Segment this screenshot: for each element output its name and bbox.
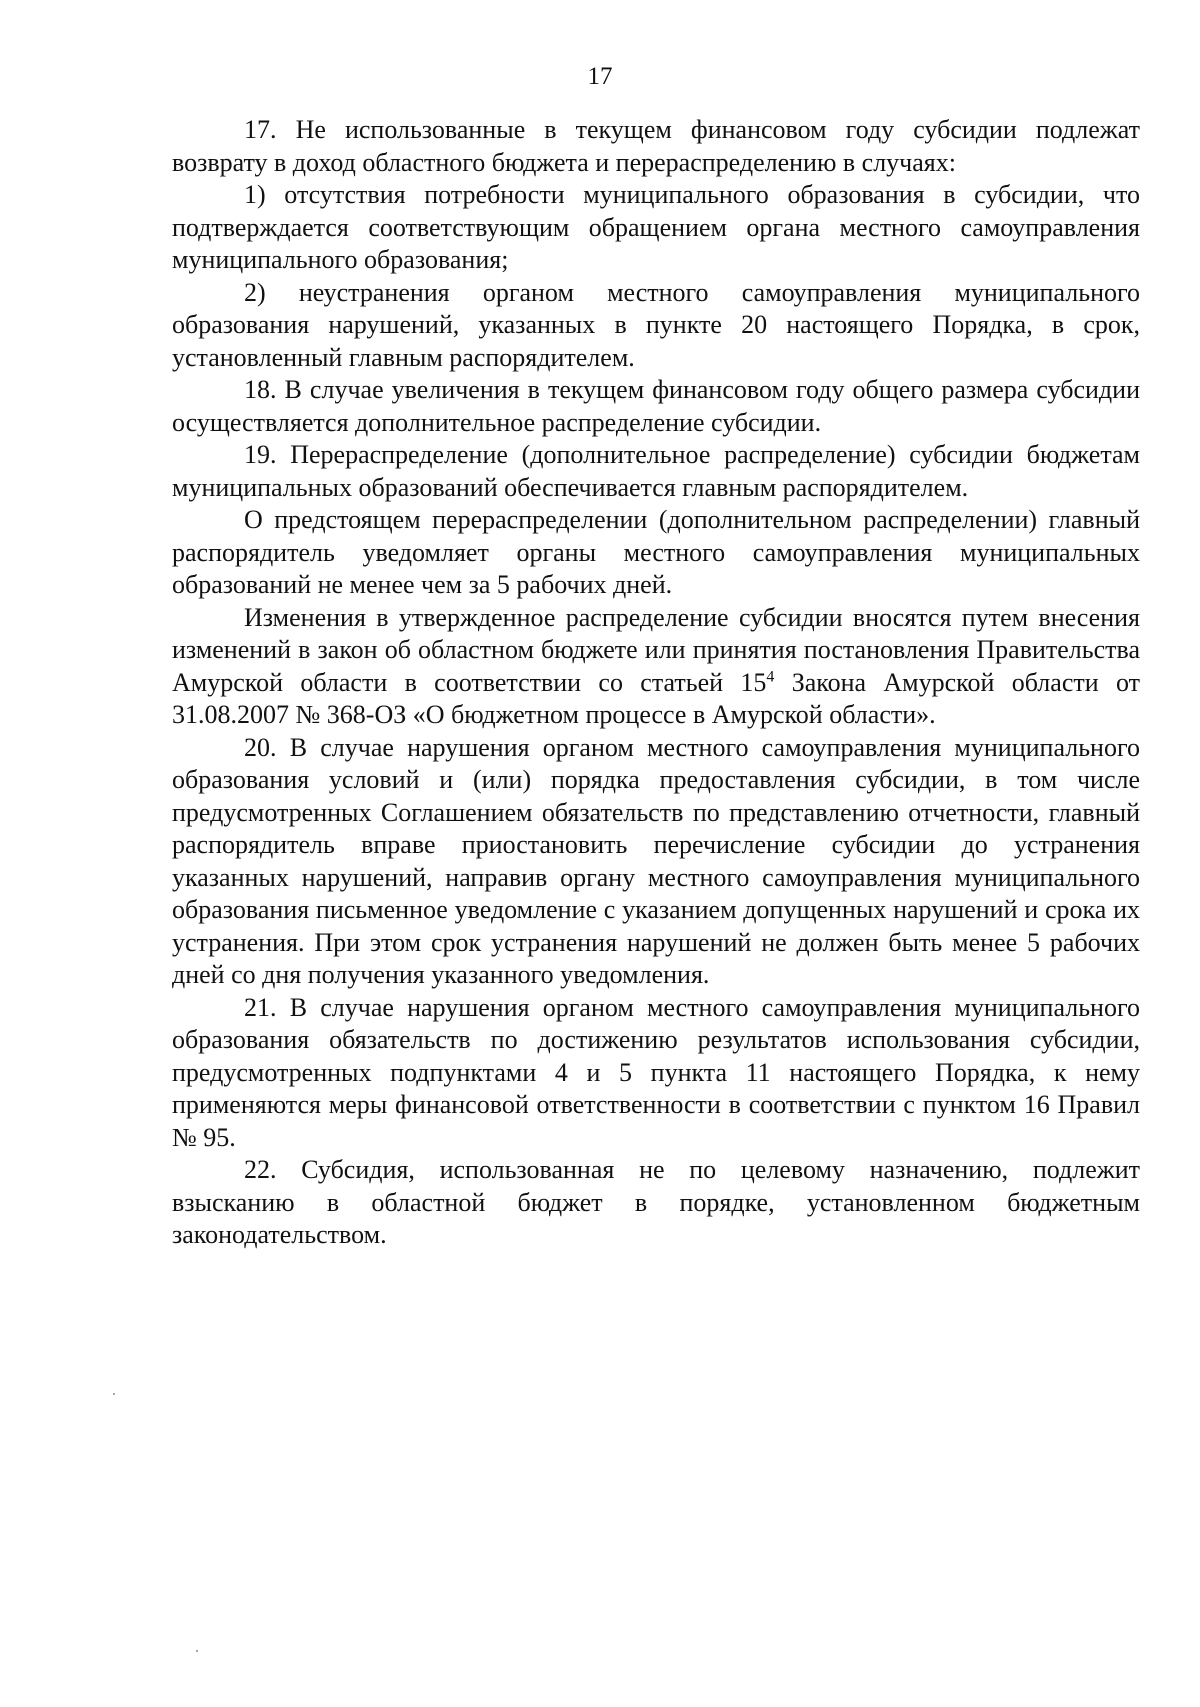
- paragraph-19-changes: [172, 602, 1140, 732]
- paragraph-17: 17. Не использованные в текущем финансовом году субсидии подлежат возврату в доход областного бюджета и перераспределению в случаях:: [172, 115, 1140, 177]
- paragraph-19-changes-text-2: Закона Амурской области от 31.08.2007 № 368-ОЗ «О бюджетном процессе в Амурской области».: [172, 667, 1140, 729]
- paragraph-19-notice: О предстоящем перераспределении (дополнительном распределении) главный распорядитель уведомляет органы местного самоуправления муниципальных образований не менее чем за 5 рабочих дней.: [172, 505, 1140, 599]
- paragraph-17-item-1: 1) отсутствия потребности муниципального образования в субсидии, что подтверждается соответствующим обращением органа местного самоуправления муниципального образования;: [172, 180, 1140, 274]
- paragraph-17-item-2: 2) неустранения органом местного самоуправления муниципального образования нарушений, указанных в пункте 20 настоящего Порядка, в срок, установленный главным распорядителем.: [172, 277, 1140, 372]
- scan-speck: [196, 1650, 198, 1652]
- paragraph-19-changes-text-1: Изменения в утвержденное распределение субсидии вносятся путем внесения изменений в закон об областном бюджете или принятия постановления Правительства Амурской области в соответствии со статьей 15: [172, 602, 1140, 697]
- paragraph-22: 22. Субсидия, использованная не по целевому назначению, подлежит взысканию в областной бюджет в порядке, установленном бюджетным законодательством.: [172, 1155, 1140, 1249]
- paragraph-18: 18. В случае увеличения в текущем финансовом году общего размера субсидии осуществляется дополнительное распределение субсидии.: [172, 375, 1140, 437]
- paragraph-21: 21. В случае нарушения органом местного самоуправления муниципального образования обязательств по достижению результатов использования субсидии, предусмотренных подпунктами 4 и 5 пункта 11 настоящего Порядка, к нему применяются меры финансовой ответственности в соответствии с пунктом 16 Правил № 95.: [172, 992, 1140, 1152]
- paragraph-19-changes-superscript: 4: [766, 667, 775, 685]
- scan-speck: [113, 1393, 115, 1395]
- paragraph-19: 19. Перераспределение (дополнительное распределение) субсидии бюджетам муниципальных образований обеспечивается главным распорядителем.: [172, 440, 1140, 502]
- document-body: [172, 114, 1140, 1252]
- page-number: 17: [587, 63, 613, 90]
- paragraph-20: 20. В случае нарушения органом местного самоуправления муниципального образования условий и (или) порядка предоставления субсидии, в том числе предусмотренных Соглашением обязательств по представлению отчетности, главный распорядитель вправе приостановить перечисление субсидии до устранения указанных нарушений, направив органу местного самоуправления муниципального образования письменное уведомление с указанием допущенных нарушений и срока их устранения. При этом срок устранения нарушений не должен быть менее 5 рабочих дней со дня получения указанного уведомления.: [172, 732, 1140, 989]
